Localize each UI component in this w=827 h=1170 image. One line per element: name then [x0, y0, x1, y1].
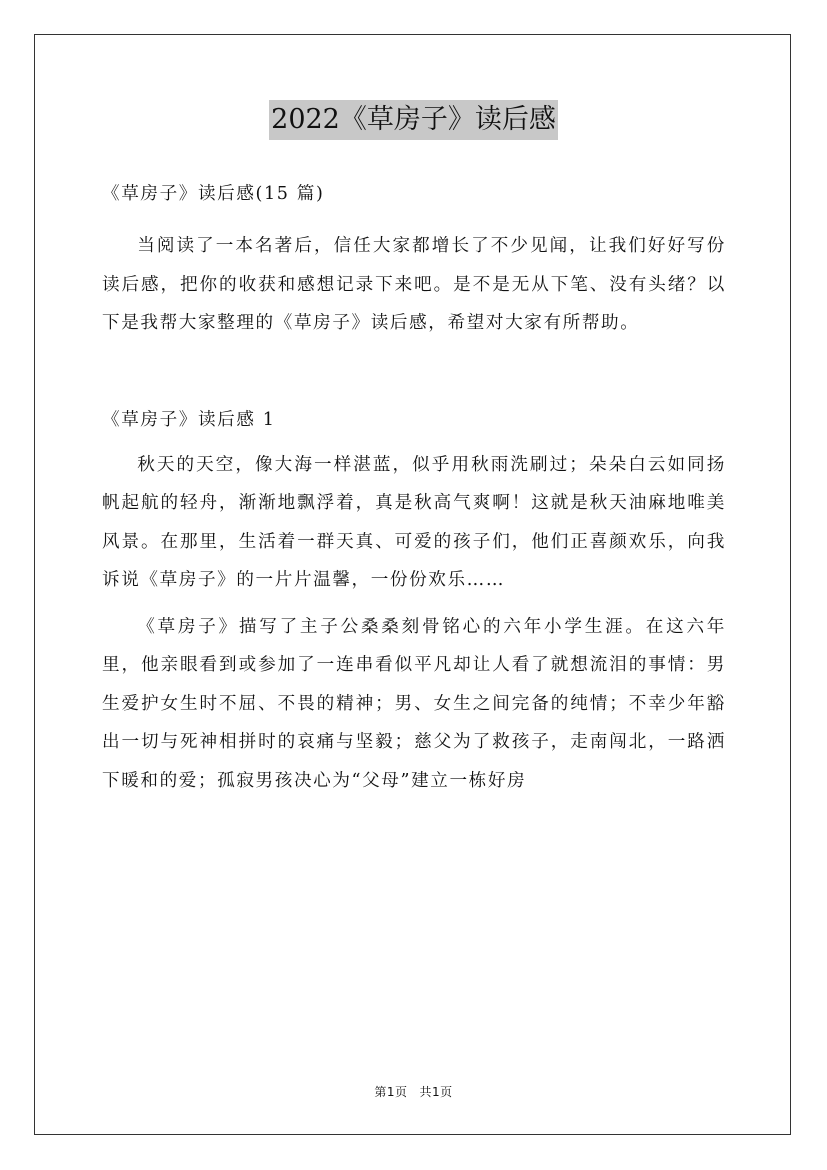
document-body	[102, 176, 726, 800]
page-total: 共1页	[419, 1085, 453, 1099]
section-spacer	[102, 343, 726, 402]
page-number: 第1页	[374, 1085, 408, 1099]
document-title: 2022《草房子》读后感	[269, 100, 558, 140]
intro-paragraph: 当阅读了一本名著后，信任大家都增长了不少见闻，让我们好好写份读后感，把你的收获和感想记录下来吧。是不是无从下笔、没有头绪？以下是我帮大家整理的《草房子》读后感，希望对大家有所帮助。	[102, 236, 726, 333]
section-1-paragraph-2: 《草房子》描写了主子公桑桑刻骨铭心的六年小学生涯。在这六年里，他亲眼看到或参加了一连串看似平凡却让人看了就想流泪的事情：男生爱护女生时不屈、不畏的精神；男、女生之间完备的纯情；不幸少年豁出一切与死神相拼时的哀痛与坚毅；慈父为了救孩子，走南闯北，一路洒下暖和的爱；孤寂男孩决心为“父母”建立一栋好房	[102, 616, 726, 791]
section-1-paragraph-1: 秋天的天空，像大海一样湛蓝，似乎用秋雨洗刷过；朵朵白云如同扬帆起航的轻舟，渐渐地飘浮着，真是秋高气爽啊！这就是秋天油麻地唯美风景。在那里，生活着一群天真、可爱的孩子们，他们正喜颜欢乐，向我诉说《草房子》的一片片温馨，一份份欢乐……	[102, 454, 726, 590]
title-container	[0, 100, 827, 140]
section-1-heading: 《草房子》读后感 1	[102, 409, 276, 430]
page-footer	[0, 1083, 827, 1100]
document-subtitle: 《草房子》读后感(15 篇)	[102, 184, 325, 204]
